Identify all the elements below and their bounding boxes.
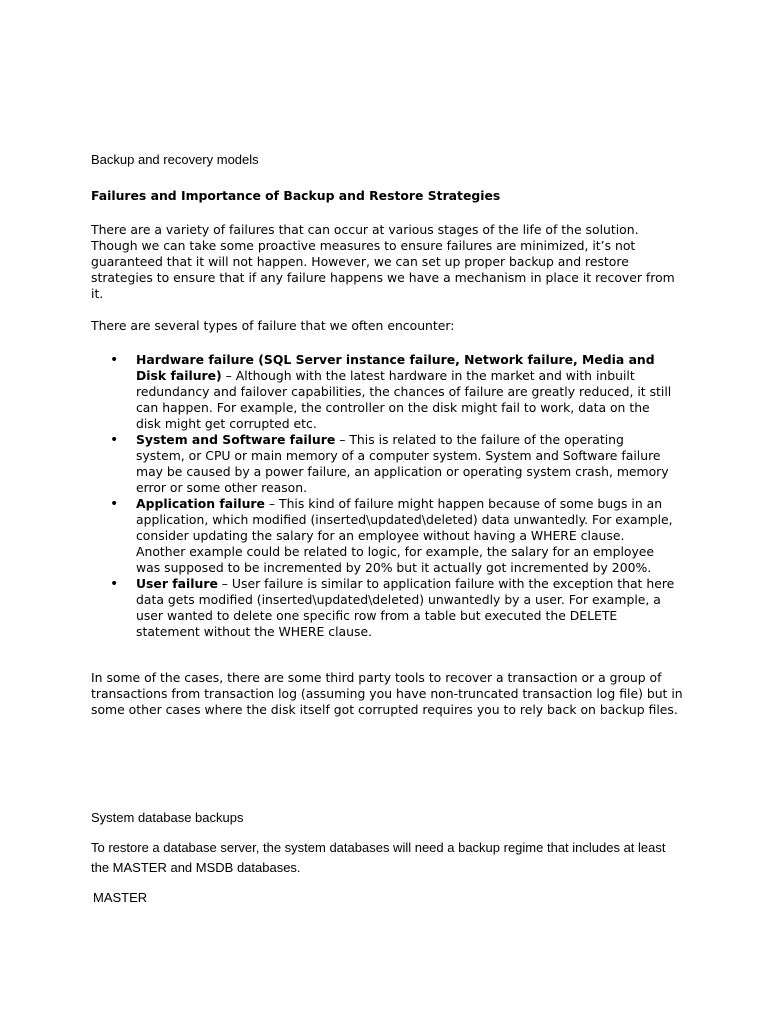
list-item-user-failure [0, 576, 768, 640]
failure-title: User failure [136, 576, 218, 591]
failure-description: – Although with the latest hardware in the market and with inbuilt redundancy and failover capabilities, the chances of failure are greatly reduced, it still can happen. For example, the controller on the disk might fail to work, data on the disk might get corrupted etc. [136, 368, 672, 431]
bullet-icon: • [110, 576, 119, 592]
failure-title: Application failure [136, 496, 265, 511]
list-item-text [136, 352, 676, 432]
list-item-application-failure [0, 496, 768, 576]
failure-title: Hardware failure (SQL Server instance failure, Network failure, Media and Disk failure) [136, 352, 655, 383]
failure-description: – This is related to the failure of the operating system, or CPU or main memory of a computer system. System and Software failure may be caused by a power failure, an application or operating system crash, memory error or some other reason. [136, 432, 669, 495]
intro-paragraph: There are a variety of failures that can occur at various stages of the life of the solution. Though we can take some proactive measures to ensure failures are minimized, it’s not guaranteed that it will not happen. However, we can set up proper backup and restore strategies to ensure that if any failure happens we have a mechanism in place it recover from it. [91, 222, 675, 301]
bullet-icon: • [110, 432, 119, 448]
list-item-text [136, 576, 676, 640]
failure-types-list [0, 352, 768, 640]
system-database-backups-heading: System database backups [91, 810, 244, 825]
failure-description: – User failure is similar to application failure with the exception that here data gets modified (inserted\updated\deleted) unwantedly by a user. For example, a user wanted to delete one specific row from a table but executed the DELETE statement without the WHERE clause. [136, 576, 675, 639]
system-database-paragraph: To restore a database server, the system databases will need a backup regime that includes at least the MASTER and MSDB databases. [91, 840, 666, 875]
list-item-text [136, 496, 676, 576]
bullet-icon: • [110, 352, 119, 368]
list-item-hardware-failure [0, 352, 768, 432]
master-label: MASTER [93, 890, 148, 905]
section-heading: Failures and Importance of Backup and Restore Strategies [91, 188, 501, 203]
document-title: Backup and recovery models [91, 152, 259, 167]
list-item-text [136, 432, 676, 496]
failure-description: – This kind of failure might happen because of some bugs in an application, which modified (inserted\updated\deleted) data unwantedly. For example, consider updating the salary for an employee without having a WHERE clause. Another example could be related to logic, for example, the salary for an employee was supposed to be incremented by 20% but it actually got incremented by 200%. [136, 496, 673, 575]
failure-types-intro: There are several types of failure that we often encounter: [91, 318, 455, 333]
third-party-tools-paragraph: In some of the cases, there are some third party tools to recover a transaction or a group of transactions from transaction log (assuming you have non-truncated transaction log file) but in some other cases where the disk itself got corrupted requires you to rely back on backup files. [91, 670, 683, 717]
bullet-icon: • [110, 496, 119, 512]
failure-title: System and Software failure [136, 432, 336, 447]
list-item-system-software-failure [0, 432, 768, 496]
